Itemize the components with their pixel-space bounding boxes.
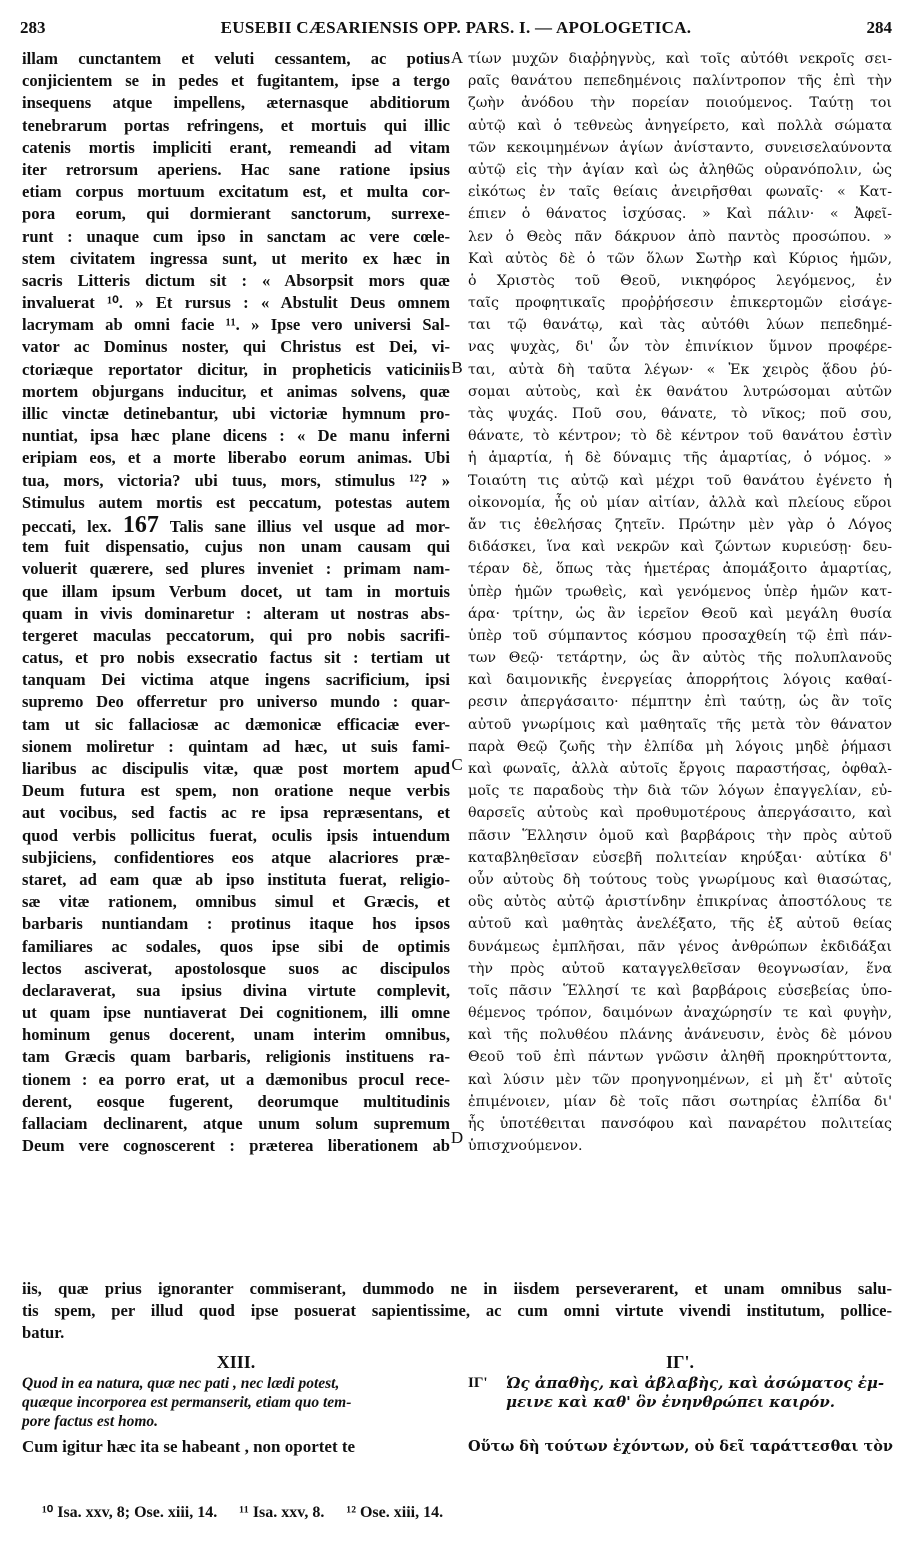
latin-text-line: sionem moliretur : quintam ad hæc, ut suis fami-	[22, 736, 450, 756]
latin-text-line: Stimulus autem mortis est peccatum, potestas autem	[22, 492, 450, 512]
greek-text-line: μοῖς τε παραδοὺς τὴν διὰ τῶν λόγων ἐπαγγελίαν, εὐ-	[468, 783, 892, 800]
running-header	[20, 18, 892, 40]
latin-text-line: conjicientem se in pedes et fugitantem, ipse a tergo	[22, 71, 450, 91]
latin-text-line: barbaris nuntiandam : protinus itaque hos ipsos	[22, 914, 450, 934]
greek-summary-line: μεινε καὶ καθ' ὃν ἐνηνθρώπει καιρόν.	[506, 1393, 835, 1411]
margin-marker-d: D	[450, 1128, 464, 1147]
greek-text-line: ται τῷ θανάτῳ, καὶ τὰς αὐτόθι λύων πεπεδημέ-	[468, 317, 892, 334]
greek-text-line: σομαι αὐτοὺς, καὶ ἐκ θανάτου λυτρώσομαι αὐτῶν	[468, 383, 892, 400]
greek-text-line: εἰκότως ἐν ταῖς θείαις ἀνειρῆσθαι φωναῖς· « Κατ-	[468, 184, 892, 201]
greek-section-summary	[468, 1374, 892, 1412]
greek-summary-line: Ὡς ἀπαθὴς, καὶ ἀβλαβὴς, καὶ ἀσώματος ἐμ-	[506, 1374, 885, 1392]
latin-text-line: nuntiat, ipsa hæc plane dicens : « De manu inferni	[22, 426, 450, 446]
full-width-text	[22, 1278, 892, 1345]
latin-text-line: mortem objurgans inducitur, et animas solvens, quæ	[22, 381, 450, 401]
latin-text-line: invaluerat ¹⁰. » Et rursus : « Abstulit Deus omnem	[22, 293, 450, 313]
greek-text-line: ἧς ὑποτέθειται πανσόφου καὶ παναρέτου πολιτείας	[468, 1116, 892, 1132]
greek-text-line: των Θεῷ· τετάρτην, ὡς ἂν αὐτὸς τῆς πολυπλανοῦς	[468, 650, 892, 667]
greek-text-line: Καὶ αὐτὸς δὲ ὁ τῶν ὅλων Σωτὴρ καὶ Κύριος ἡμῶν,	[468, 250, 892, 267]
page-number-left: 283	[20, 18, 46, 37]
greek-text-line: άρα· τρίτην, ὡς ἂν ἱερεῖον Θεοῦ καὶ μεγάλη θυσία	[468, 605, 892, 622]
greek-section-number: ΙΓ'.	[666, 1352, 694, 1372]
latin-text-line: lacrymam ab omni facie ¹¹. » Ipse vero universi Sal-	[22, 315, 450, 335]
footnotes	[42, 1502, 892, 1522]
full-width-line: iis, quæ prius ignoranter commiserant, dummodo ne in iisdem perseverarent, et unam omnibus salu-	[22, 1279, 892, 1298]
latin-text-line: eripiam eos, et a morte liberabo eorum animas. Ubi	[22, 448, 450, 468]
latin-text-line: tem fuit dispensatio, cujus non unam causam qui	[22, 537, 450, 557]
latin-text-line: quam in vivis dominaretur : alteram ut nostras abs-	[22, 603, 450, 623]
latin-text-line: insequens atque impellens, æternasque abditiorum	[22, 93, 450, 113]
latin-text-line: sæ vitæ rationem, omnibus simul et Græcis, et	[22, 892, 450, 912]
greek-text-line: καταβληθεῖσαν εὐσεβῆ πολιτείαν κηρύξαι· αὐτίκα δ'	[468, 849, 892, 866]
latin-column	[22, 48, 450, 1157]
greek-text-line: τὰς ψυχάς. Ποῦ σου, θάνατε, τὸ νῖκος; ποῦ σου,	[468, 406, 892, 422]
latin-summary-line: pore factus est homo.	[22, 1413, 159, 1430]
greek-text-line: ραῖς θανάτου πεπεδημένοις παλίντροπον τῆς ἐπὶ τὴν	[468, 73, 892, 90]
latin-text-line: pora eorum, qui dormierant sanctorum, surrexe-	[22, 204, 450, 224]
greek-text-line: ται, αὐτὰ δὴ ταῦτα λέγων· « Ἐκ χειρὸς ᾅδου ῥύ-	[468, 361, 892, 378]
greek-text-line: Τοιαύτη τις αὐτῷ καὶ μέχρι τοῦ θανάτου ἐγένετο ἡ	[468, 472, 892, 489]
full-width-line: tis spem, per illud quod ipse posuerat sapientissime, ac cum omni virtute vivendi institutum, pollice-	[22, 1301, 892, 1321]
latin-text-line: Deum vere cognoscerent : præterea liberationem ab	[22, 1136, 450, 1156]
greek-text-line: τίων μυχῶν διαῤῥηγνὺς, καὶ τοῖς αὐτόθι νεκροῖς σει-	[468, 51, 892, 67]
greek-text-line: αὐτῷ εἰς τὴν ἁγίαν καὶ ὡς ἀληθῶς οὐρανόπολιν, ὡς	[468, 161, 892, 178]
latin-text-line: tanquam Dei victima atque ingens sacrificium, ipsi	[22, 670, 450, 690]
latin-text-line: fallaciam declinarent, atque unum solum supremum	[22, 1114, 450, 1133]
margin-marker-a: A	[450, 48, 464, 67]
latin-text-line: subjiciens, confidentiores eos atque alacriores præ-	[22, 847, 450, 867]
latin-section-heading	[22, 1350, 450, 1459]
greek-text-line: ἐπιμένοιεν, μίαν δὲ τοῖς πᾶσι σωτηρίας ἐλπίδα δι'	[468, 1093, 892, 1110]
greek-text-line: οἰκονομία, ἧς οὐ μίαν αἰτίαν, ἀλλὰ καὶ πλείους εὕροι	[468, 494, 892, 511]
greek-text-line: ταῖς προφητικαῖς προῤῥήσεσιν ἐπικερτομῶν εἰσάγε-	[468, 295, 892, 312]
greek-text-line: Θεοῦ τοῦ ἐπὶ πάντων γνῶσιν ἀληθῆ προκηρύττοντα,	[468, 1049, 892, 1066]
footnote: ¹⁰ Isa. xxv, 8; Ose. xiii, 14.	[42, 1504, 218, 1521]
latin-section-number: XIII.	[216, 1352, 256, 1372]
greek-text-line: οὓς αὐτὸς αὐτῷ ἀριστίνδην ἐπικρίνας ἀποστόλους τε	[468, 894, 892, 911]
greek-text-line: καὶ φωναῖς, ἀλλὰ αὐτοῖς ἔργοις παραστήσας, ὀφθαλ-	[468, 761, 892, 777]
latin-text-line: runt : unaque cum ipso in sanctam ac vere cœle-	[22, 226, 450, 246]
greek-text-line: θέμενος τρόπον, δαιμόνων ἀναχώρησίν τε καὶ φυγὴν,	[468, 1005, 892, 1022]
latin-text-line: catenis mortis impliciti erant, remeandi ad vitam	[22, 137, 450, 157]
latin-text-line: ut quam ipse nuntiaverat Dei cognitionem, illi omne	[22, 1003, 450, 1023]
latin-text-line: etiam corpus mortuum excitatum est, et multa cor-	[22, 182, 450, 202]
latin-text-line: staret, ad eam quæ ab ipso instituta fuerat, religio-	[22, 869, 450, 889]
greek-text-line: ἡ ἁμαρτία, ἡ δὲ δύναμις τῆς ἁμαρτίας, ὁ νόμος. »	[468, 450, 892, 467]
greek-section-marker: ΙΓ'	[468, 1375, 488, 1391]
greek-text-line: ἄν τις ἐθελήσας ζητεῖν. Πρώτην μὲν γὰρ ὁ Λόγος	[468, 516, 892, 533]
greek-text-line: ὑπὲρ ἡμῶν τρωθεὶς, καὶ γενόμενος ὑπὲρ ἡμῶν κατ-	[468, 583, 892, 600]
greek-text-line: αὐτοῦ καὶ μαθητὰς ἀνελέξατο, τῆς ἐξ αὐτοῦ θείας	[468, 916, 892, 933]
greek-text-line: πᾶσιν Ἕλλησιν ὁμοῦ καὶ βαρβάροις τὴν πρὸς αὐτοῦ	[468, 827, 892, 844]
latin-text-line: illic vinctæ detinebantur, ubi victoriæ hymnum pro-	[22, 404, 450, 423]
greek-text-line: λεν ὁ Θεὸς πᾶν δάκρυον ἀπὸ παντὸς προσώπου. »	[468, 228, 892, 245]
greek-text-line: νας ψυχὰς, δι' ὧν τὸν ἐπινίκιον ὕμνον προφέρε-	[468, 339, 892, 356]
greek-text-line: παρὰ Θεῷ ζωῆς τὴν ἐλπίδα μὴ λόγοις μηδὲ ῥήμασι	[468, 738, 892, 755]
latin-section-opening: Cum igitur hæc ita se habeant , non oportet te	[22, 1437, 356, 1456]
latin-text-line: familiares ac sodales, quos ipse sibi de optimis	[22, 936, 450, 956]
latin-text-line: ctoriæque reportator dicitur, in propheticis vaticiniis	[22, 359, 450, 379]
greek-text-line: θάνατε, τὸ κέντρον; τὸ δὲ κέντρον τοῦ θανάτου ἐστὶν	[468, 428, 892, 445]
latin-text-line: tua, mors, victoria? ubi tuus, mors, stimulus ¹²? »	[22, 470, 450, 490]
greek-text-line: καὶ λύσιν μὲν τῶν προηγνοημένων, εἰ μὴ ἔτ' αὐτοῖς	[468, 1071, 892, 1088]
latin-text-line: voluerit quærere, sed plures inveniet : primam nam-	[22, 559, 450, 579]
latin-text-line: stem civitatem ingressa sunt, ut merito ex hæc in	[22, 248, 450, 268]
greek-text-line: τῶν κεκοιμημένων ἁγίων ἀνίσταντο, συνεισελαύνοντα	[468, 139, 892, 156]
latin-text-line: iter retrorsum aperiens. Hac sane ratione ipsius	[22, 159, 450, 179]
greek-text-line: τέραν δὲ, ὅπως τὰς ἡμετέρας ἀπομάξοιτο ἁμαρτίας,	[468, 561, 892, 578]
latin-section-summary	[22, 1374, 450, 1431]
footnote: ¹¹ Isa. xxv, 8.	[239, 1504, 325, 1521]
greek-text-line: διδάσκει, ἵνα καὶ νεκρῶν καὶ ζώντων κυριεύσῃ· δευ-	[468, 539, 892, 556]
latin-text-line: Deum futura est spem, non oratione neque verbis	[22, 781, 450, 801]
greek-text-line: ὑπισχνούμενον.	[468, 1138, 583, 1155]
latin-text-line: tam ut sic fallaciosæ ac dæmonicæ efficaciæ ever-	[22, 714, 450, 734]
latin-text-line: supremo Deo offerretur pro universo mundo : quar-	[22, 692, 450, 712]
latin-text-line: tenebrarum portas refringens, et mortuis qui illic	[22, 115, 450, 135]
greek-text-line: έπιεν ὁ θάνατος ἰσχύσας. » Καὶ πάλιν· « Ἀφεῖ-	[468, 206, 892, 223]
latin-text-line: tionem : ea porro erat, ut a dæmonibus procul rece-	[22, 1069, 450, 1089]
greek-text-line: οὖν αὐτοὺς δὴ τούτους τοὺς γνωρίμους καὶ θιασώτας,	[468, 871, 892, 888]
latin-text-line: catus, et pro nobis exsecratio factus sit : tertiam ut	[22, 648, 450, 668]
full-width-line: batur.	[22, 1323, 65, 1343]
latin-text-line: derent, eosque fugerent, deorumque multitudinis	[22, 1091, 450, 1111]
latin-text-line: sacris Litteris dictum sit : « Absorpsit mors quæ	[22, 270, 450, 290]
footnote: ¹² Ose. xiii, 14.	[346, 1504, 444, 1521]
page-number-right: 284	[866, 18, 892, 37]
latin-text-line: aut vocibus, sed factis ac re ipsa repræsentans, et	[22, 803, 450, 823]
running-title: EUSEBII CÆSARIENSIS OPP. PARS. I. — APOLOGETICA.	[220, 18, 692, 37]
latin-summary-line: quæque incorporea est permanserit, etiam quo tem-	[22, 1394, 352, 1411]
greek-text-line: δυνάμεως ἐμπλῆσαι, πᾶν γένος ἀνθρώπων ἐκδιδάξαι	[468, 938, 892, 955]
latin-text-line: vator ac Dominus noster, qui Christus est Dei, vi-	[22, 337, 450, 357]
latin-summary-line: Quod in ea natura, quæ nec pati , nec lædi potest,	[22, 1375, 340, 1392]
greek-text-line: καὶ δαιμονικῆς ἐνεργείας ἀπορρήτοις λόγοις καθαί-	[468, 672, 892, 689]
margin-marker-b: B	[451, 358, 463, 377]
greek-text-line: ρεσιν ἀπεργάσαιτο· πέμπτην ἐπὶ ταύτῃ, ὡς ἂν τοῖς	[468, 694, 892, 711]
greek-text-line: αὐτοῦ γνωρίμοις καὶ μαθηταῖς τῆς μετὰ τὸν θάνατον	[468, 716, 892, 733]
column-number: 167	[122, 513, 159, 537]
greek-text-line: τὴν πρὸς αὐτοῦ καταγγελθεῖσαν θεογνωσίαν, ἕνα	[468, 960, 892, 977]
greek-column	[468, 48, 892, 1157]
latin-text-line: peccati, lex. 167 Talis sane illius vel usque ad mor-	[22, 513, 450, 537]
margin-marker-c: C	[451, 755, 463, 774]
latin-text-line: liaribus ac discipulis vitæ, quæ post mortem apud	[22, 759, 450, 778]
greek-text-line: τοῖς πᾶσιν Ἕλλησί τε καὶ βαρβάροις εὐσεβείας ὑπο-	[468, 982, 892, 999]
latin-text-line: tam Græcis quam barbaris, religionis instituens ra-	[22, 1047, 450, 1067]
latin-text-line: que illam ipsum Verbum docet, ut tam in mortuis	[22, 581, 450, 601]
greek-section-heading	[468, 1350, 892, 1459]
latin-text-line: declaraverat, sua ipsius divina virtute complevit,	[22, 980, 450, 1000]
greek-section-opening: Οὕτω δὴ τούτων ἐχόντων, οὐ δεῖ ταράττεσθαι τὸν	[468, 1438, 893, 1455]
latin-text-line: lectos asciverat, apostolosque suos ac discipulos	[22, 958, 450, 978]
greek-text-line: ὑπὲρ τοῦ σύμπαντος κόσμου προσαχθείη τῷ ἐπὶ πάν-	[468, 627, 892, 644]
greek-text-line: ζωὴν ἀνόδου τὴν πορείαν ποιούμενος. Ταύτῃ τοι	[468, 95, 892, 112]
latin-text-line: quod verbis pollicitus fuerat, oculis ipsis intuendum	[22, 825, 450, 845]
greek-text-line: θαρσεῖς αὐτοὺς καὶ προθυμοτέρους ἀπεργάσαιτο, καὶ	[468, 805, 892, 822]
latin-text-line: hominum genus docerent, unam interim omnibus,	[22, 1025, 450, 1045]
latin-text-line: illam cunctantem et veluti cessantem, ac potius	[22, 49, 450, 68]
latin-text-line: tergeret maculas peccatorum, qui pro nobis sacrifi-	[22, 625, 450, 645]
greek-text-line: ὁ Χριστὸς τοῦ Θεοῦ, νικηφόρος λεγόμενος, ἐν	[468, 272, 892, 289]
greek-text-line: αὐτῷ καὶ ὁ τεθνεὼς ἀνηγείρετο, καὶ πολλὰ σώματα	[468, 117, 892, 134]
greek-text-line: καὶ τῆς πολυθέου πλάνης ἀνάνευσιν, ἑνὸς δὲ μόνου	[468, 1027, 892, 1044]
